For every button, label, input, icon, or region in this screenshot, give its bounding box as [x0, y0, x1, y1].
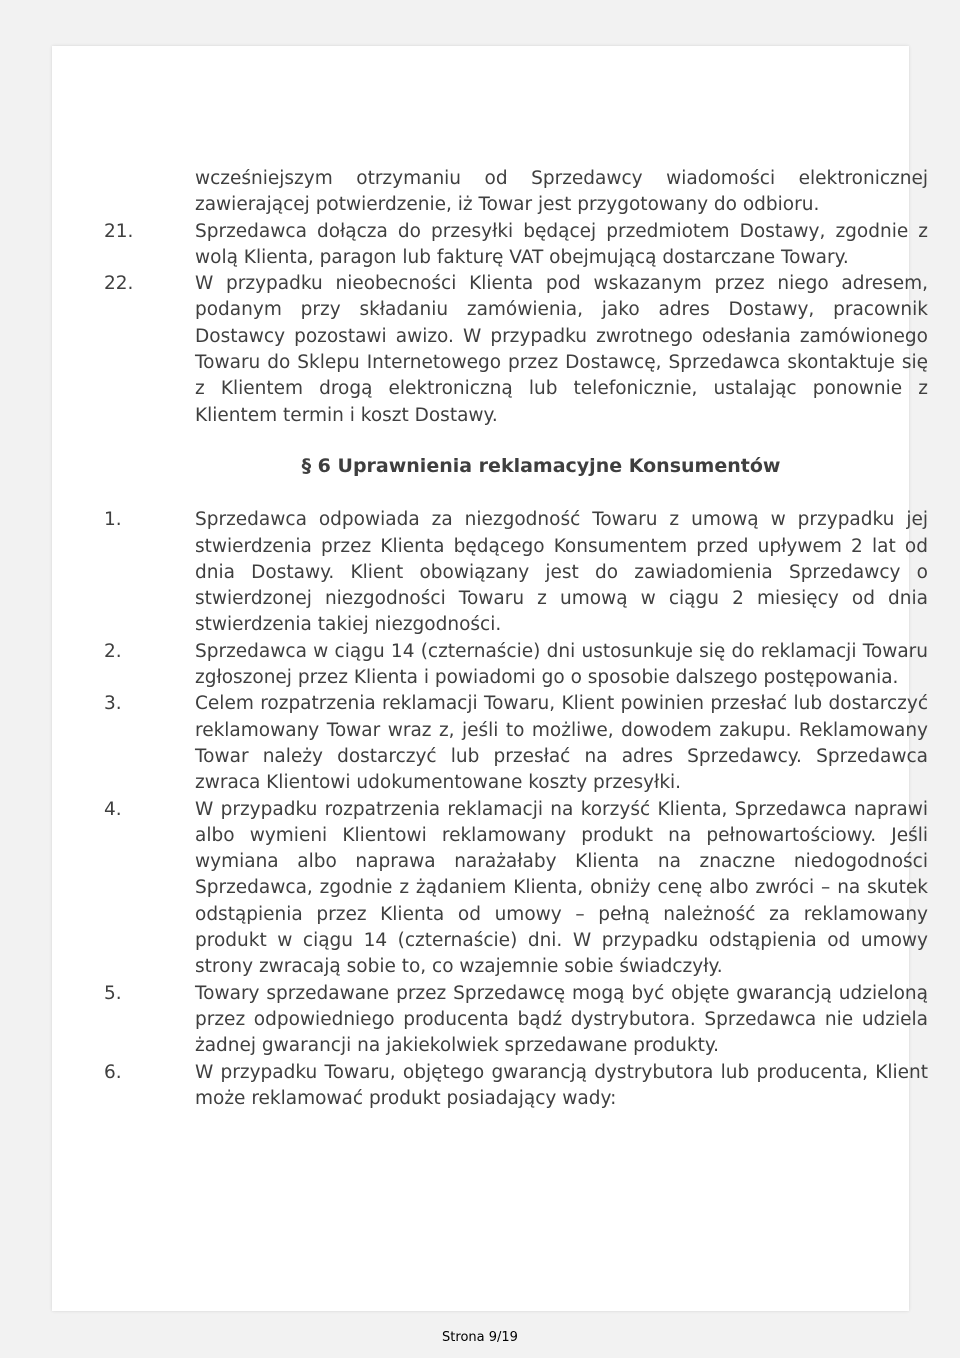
list-item [104, 639, 928, 692]
list-item [104, 981, 928, 1060]
list-item-text: W przypadku Towaru, objętego gwarancją dystrybutora lub producenta, Klient może reklamować produkt posiadający wady: [195, 1061, 928, 1109]
list-item [104, 219, 928, 272]
list-item [104, 271, 928, 429]
list-item-number: 1. [104, 509, 122, 531]
document-body [104, 166, 928, 1112]
list-item-number: 22. [104, 273, 134, 295]
list-item-text: Sprzedawca odpowiada za niezgodność Towaru z umową w przypadku jej stwierdzenia przez Klienta będącego Konsumentem przed upływem 2 lat od dnia Dostawy. Klient obowiązany jest do zawiadomienia Sprzedawcy o stwierdzonej niezgodności Towaru z umową w ciągu 2 miesięcy od dnia stwierdzenia takiej niezgodności. [195, 509, 928, 636]
page-number: Strona 9/19 [442, 1330, 518, 1345]
list-item-number: 3. [104, 693, 122, 715]
paragraph-text: wcześniejszym otrzymaniu od Sprzedawcy wiadomości elektronicznej zawierającej potwierdzenie, iż Towar jest przygotowany do odbioru. [195, 168, 928, 216]
document-page [52, 46, 928, 1311]
list-item-text: Celem rozpatrzenia reklamacji Towaru, Klient powinien przesłać lub dostarczyć reklamowany Towar wraz z, jeśli to możliwe, dowodem zakupu. Reklamowany Towar należy dostarczyć lub przesłać na adres Sprzedawcy. Sprzedawca zwraca Klientowi udokumentowane koszty przesyłki. [195, 693, 928, 794]
list-item [104, 797, 928, 981]
section-heading: § 6 Uprawnienia reklamacyjne Konsumentów [301, 454, 781, 477]
list-item-text: Sprzedawca w ciągu 14 (czternaście) dni ustosunkuje się do reklamacji Towaru zgłoszonej przez Klienta i powiadomi go o sposobie dalszego postępowania. [195, 640, 928, 689]
list-item-text: W przypadku rozpatrzenia reklamacji na korzyść Klienta, Sprzedawca naprawi albo wymieni Klientowi reklamowany produkt na pełnowartościowy. Jeśli wymiana albo naprawa narażałaby Klienta na znaczne niedogodności Sprzedawca, zgodnie z żądaniem Klienta, obniży cenę albo zwróci – na skutek odstąpienia przez Klienta od umowy – pełną należność za reklamowany produkt w ciągu 14 (czternaście) dni. W przypadku odstąpienia od umowy strony zwracają sobie to, co wzajemnie sobie świadczyły. [195, 798, 928, 978]
list-item-number: 6. [104, 1061, 122, 1083]
list-item-number: 2. [104, 640, 122, 662]
list-item-text: Towary sprzedawane przez Sprzedawcę mogą być objęte gwarancją udzieloną przez odpowiedniego producenta bądź dystrybutora. Sprzedawca nie udziela żadnej gwarancji na jakiekolwiek sprzedawane produkty. [195, 982, 928, 1057]
list-item-number: 21. [104, 220, 134, 242]
list-item [104, 1060, 928, 1113]
list-item-text: Sprzedawca dołącza do przesyłki będącej przedmiotem Dostawy, zgodnie z wolą Klienta, paragon lub fakturę VAT obejmującą dostarczane Towary. [195, 220, 928, 268]
list-item-number: 4. [104, 798, 122, 820]
list-item [104, 691, 928, 796]
list-item [104, 507, 928, 638]
continued-paragraph [104, 166, 928, 219]
list-item-text: W przypadku nieobecności Klienta pod wskazanym przez niego adresem, podanym przy składaniu zamówienia, jako adres Dostawy, pracownik Dostawcy pozostawi awizo. W przypadku zwrotnego odesłania zamówionego Towaru do Sklepu Internetowego przez Dostawcę, Sprzedawca skontaktuje się z Klientem drogą elektroniczną lub telefonicznie, ustalając ponownie z Klientem termin i koszt Dostawy. [195, 273, 928, 426]
list-item-number: 5. [104, 982, 122, 1004]
